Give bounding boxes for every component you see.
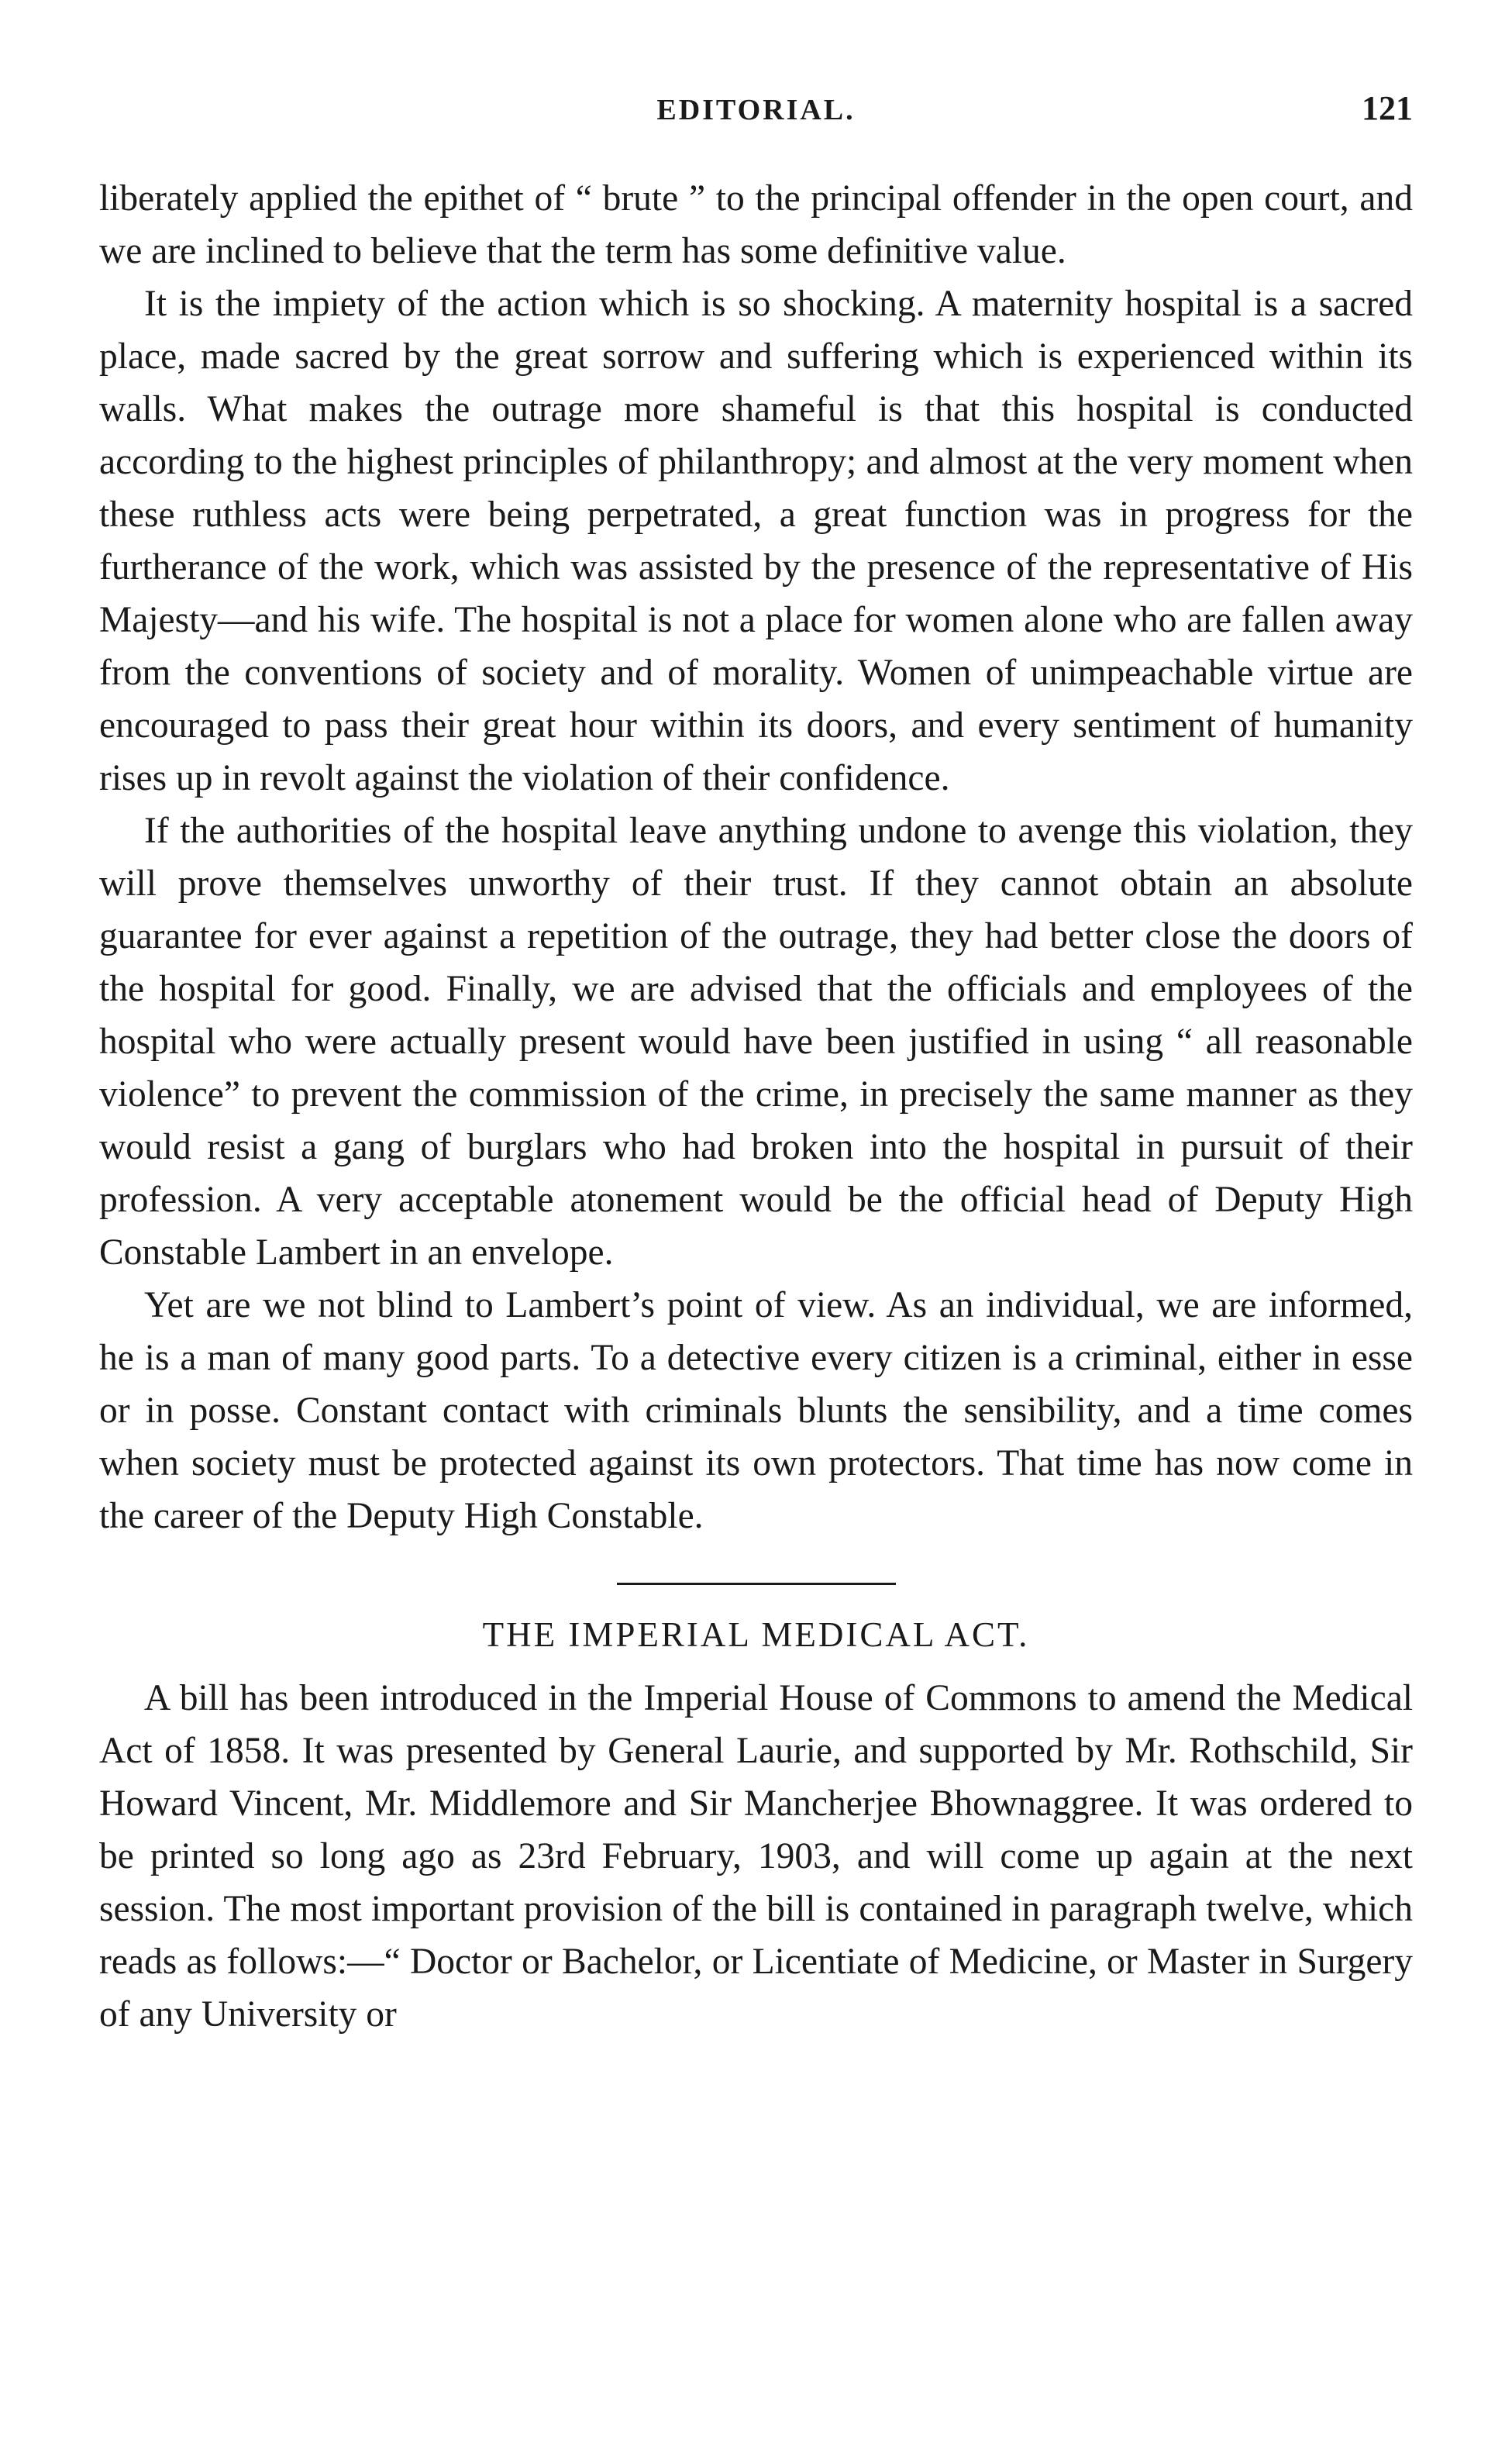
page [99, 85, 1413, 2041]
article-body [99, 172, 1413, 2041]
paragraph-authorities: If the authorities of the hospital leave anything undone to avenge this violation, they will prove themselves unworthy of their trust. If they cannot obtain an absolute guarantee for ever against a repetition of the outrage, they had better close the doors of the hospital for good. Finally, we are advised that the officials and employees of the hospital who were actually present would have been justified in using “ all reasonable violence” to prevent the commission of the crime, in precisely the same manner as they would resist a gang of burglars who had broken into the hospital in pursuit of their profession. A very acceptable atonement would be the official head of Deputy High Constable Lambert in an envelope. [99, 811, 1413, 1273]
section-heading: THE IMPERIAL MEDICAL ACT. [482, 1615, 1030, 1654]
running-head [99, 85, 1413, 132]
running-head-title: EDITORIAL. [656, 94, 856, 126]
section-divider [617, 1583, 896, 1585]
paragraph-lambert: Yet are we not blind to Lambert’s point of view. As an individual, we are informed, he is a man of many good parts. To a detective every citizen is a criminal, either in esse or in posse. Constant contact with criminals blunts the sensibility, and a time comes when society must be protected against its own protectors. That time has now come in the career of the Deputy High Constable. [99, 1285, 1413, 1536]
paragraph-continued: liberately applied the epithet of “ brute ” to the principal offender in the open court, and we are inclined to believe that the term has some definitive value. [99, 178, 1413, 271]
page-number: 121 [1362, 89, 1413, 127]
paragraph-impiety: It is the impiety of the action which is so shocking. A maternity hospital is a sacred place, made sacred by the great sorrow and suffering which is experienced within its walls. What makes the outrage more shameful is that this hospital is conducted according to the highest principles of philanthropy; and almost at the very moment when these ruthless acts were being perpetrated, a great function was in progress for the furtherance of the work, which was assisted by the presence of the representative of His Majesty—and his wife. The hospital is not a place for women alone who are fallen away from the conventions of society and of morality. Women of unimpeachable virtue are encouraged to pass their great hour within its doors, and every sentiment of humanity rises up in revolt against the violation of their confidence. [99, 284, 1413, 798]
paragraph-medical-act: A bill has been introduced in the Imperial House of Commons to amend the Medical Act of 1858. It was presented by General Laurie, and supported by Mr. Rothschild, Sir Howard Vincent, Mr. Middlemore and Sir Mancherjee Bhownaggree. It was ordered to be printed so long ago as 23rd February, 1903, and will come up again at the next session. The most important provision of the bill is contained in paragraph twelve, which reads as follows:—“ Doctor or Bachelor, or Licentiate of Medicine, or Master in Surgery of any University or [99, 1678, 1413, 2035]
